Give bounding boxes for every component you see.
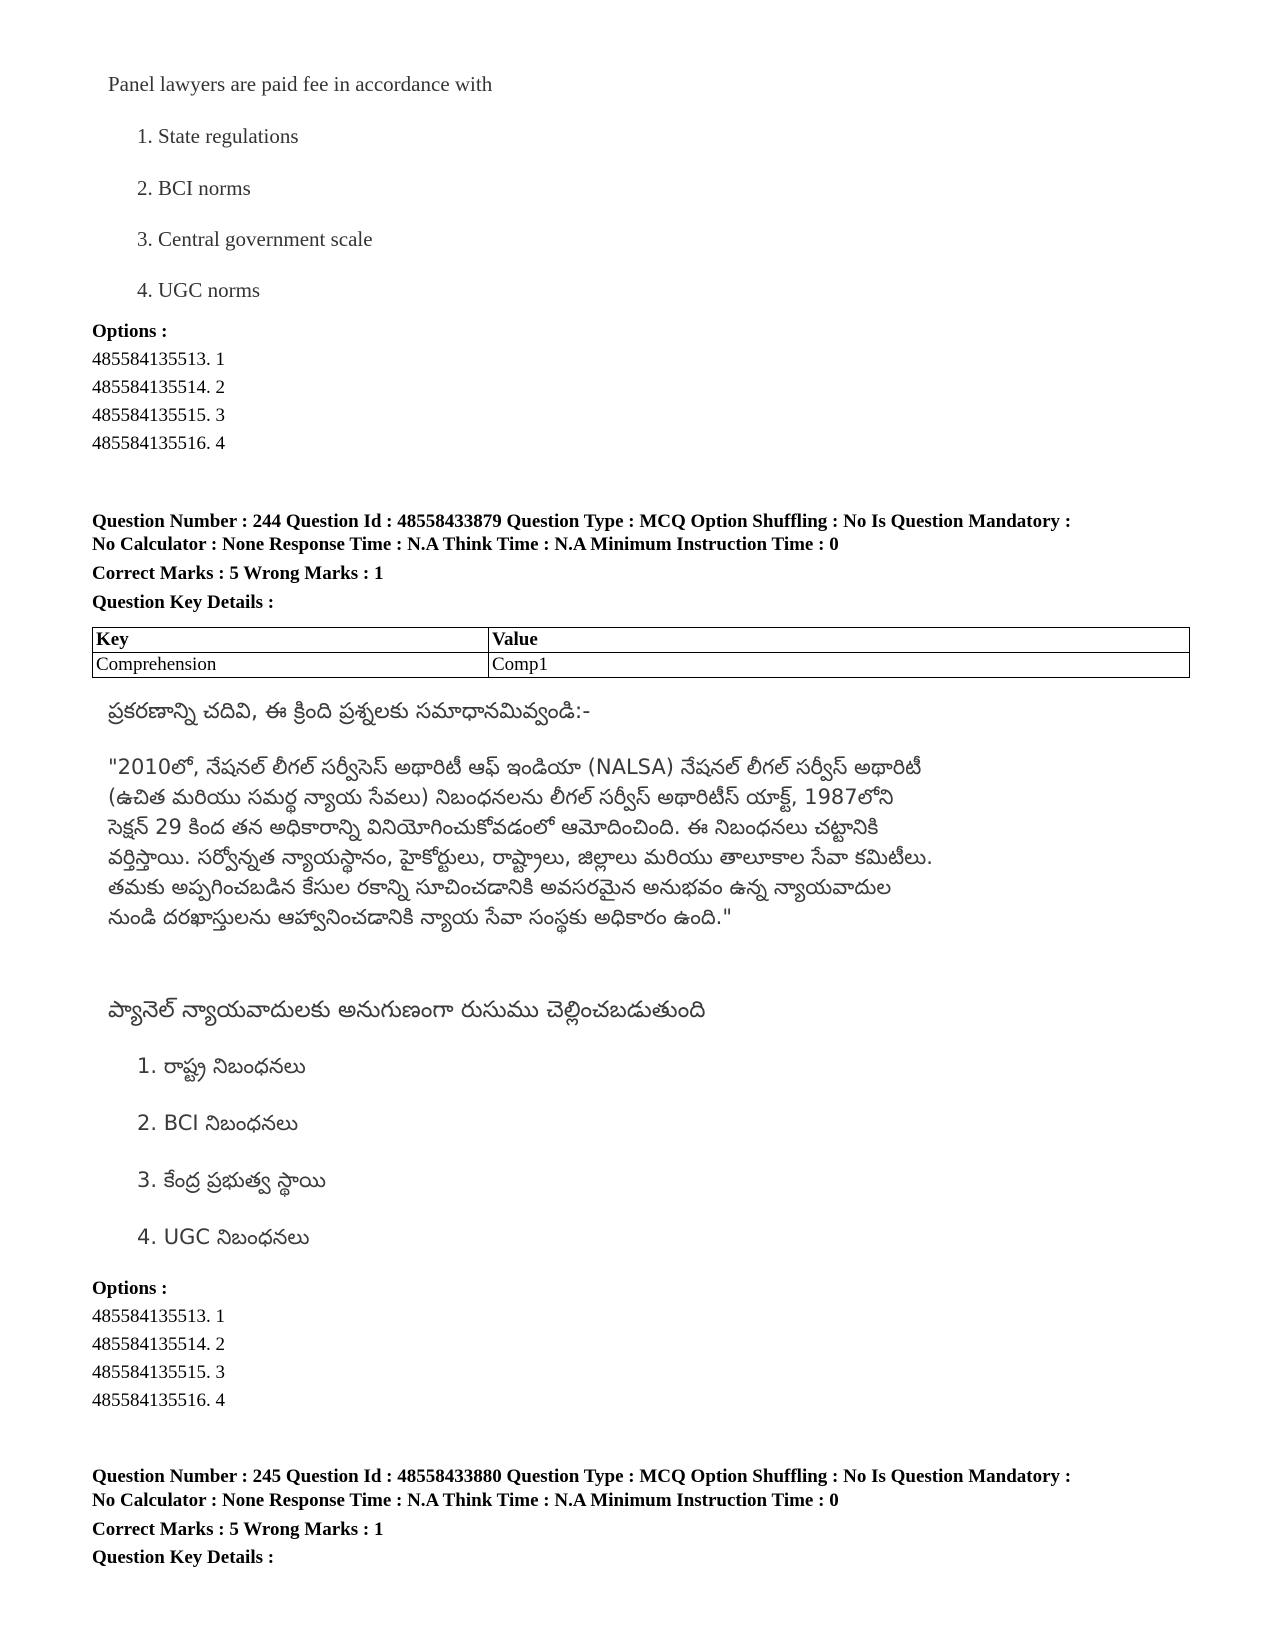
passage-line: తమకు అప్పగించబడిన కేసుల రకాన్ని సూచించడానికి అవసరమైన అనుభవం ఉన్న న్యాయవాదుల [108,875,892,899]
key-value-table [92,627,1190,678]
choice-item: 3. కేంద్ర ప్రభుత్వ స్థాయి [137,1168,326,1192]
choice-item: 3. Central government scale [137,227,373,251]
key-details-label: Question Key Details : [92,1547,275,1568]
table-row [93,653,1190,678]
option-item: 485584135513. 1 [92,1306,225,1327]
key-details-label: Question Key Details : [92,592,275,613]
passage-line: వర్తిస్తాయి. సర్వోన్నత న్యాయస్థానం, హైకోర్టులు, రాష్ట్రాలు, జిల్లాలు మరియు తాలూకాల సేవా కమిటీలు. [108,845,933,869]
option-item: 485584135515. 3 [92,405,225,426]
option-item: 485584135514. 2 [92,1334,225,1355]
option-item: 485584135516. 4 [92,433,225,454]
question-meta-line: Question Number : 245 Question Id : 48558433880 Question Type : MCQ Option Shuffling : No Is Question Mandatory : [92,1466,1072,1487]
options-label: Options : [92,321,168,342]
passage-line: (ఉచిత మరియు సమర్థ న్యాయ సేవలు) నిబంధనలను లీగల్ సర్వీస్ అథారిటీస్ యాక్ట్, 1987లోని [108,785,894,809]
choice-item: 1. రాష్ట్ర నిబంధనలు [137,1054,306,1078]
marks-line: Correct Marks : 5 Wrong Marks : 1 [92,563,384,584]
choice-item: 2. BCI norms [137,176,251,200]
question-meta-line: Question Number : 244 Question Id : 48558433879 Question Type : MCQ Option Shuffling : No Is Question Mandatory : [92,511,1072,532]
choice-item: 4. UGC నిబంధనలు [137,1225,310,1249]
table-header-key: Key [93,628,489,653]
option-item: 485584135516. 4 [92,1390,225,1411]
question-text: ప్యానెల్ న్యాయవాదులకు అనుగుణంగా రుసుము చెల్లించబడుతుంది [108,997,706,1023]
choice-item: 2. BCI నిబంధనలు [137,1111,299,1135]
passage-intro: ప్రకరణాన్ని చదివి, ఈ క్రింది ప్రశ్నలకు సమాధానమివ్వండి:- [108,699,591,724]
question-meta-line: No Calculator : None Response Time : N.A Think Time : N.A Minimum Instruction Time : 0 [92,534,839,555]
table-header-row [93,628,1190,653]
choice-item: 4. UGC norms [137,278,261,302]
option-item: 485584135515. 3 [92,1362,225,1383]
question-meta-line: No Calculator : None Response Time : N.A Think Time : N.A Minimum Instruction Time : 0 [92,1490,839,1511]
choice-item: 1. State regulations [137,124,299,148]
table-cell-value: Comp1 [489,653,1190,678]
option-item: 485584135514. 2 [92,377,225,398]
table-cell-key: Comprehension [93,653,489,678]
question-text: Panel lawyers are paid fee in accordance with [108,72,493,96]
marks-line: Correct Marks : 5 Wrong Marks : 1 [92,1519,384,1540]
options-label: Options : [92,1278,168,1299]
passage-line: సెక్షన్ 29 కింద తన అధికారాన్ని వినియోగించుకోవడంలో ఆమోదించింది. ఈ నిబంధనలు చట్టానికి [108,815,879,839]
passage-line: నుండి దరఖాస్తులను ఆహ్వానించడానికి న్యాయ సేవా సంస్థకు అధికారం ఉంది." [108,905,733,929]
table-header-value: Value [489,628,1190,653]
option-item: 485584135513. 1 [92,349,225,370]
passage-line: "2010లో, నేషనల్ లీగల్ సర్వీసెస్ అథారిటీ ఆఫ్ ఇండియా (NALSA) నేషనల్ లీగల్ సర్వీస్ అథారిటీ [108,755,922,779]
